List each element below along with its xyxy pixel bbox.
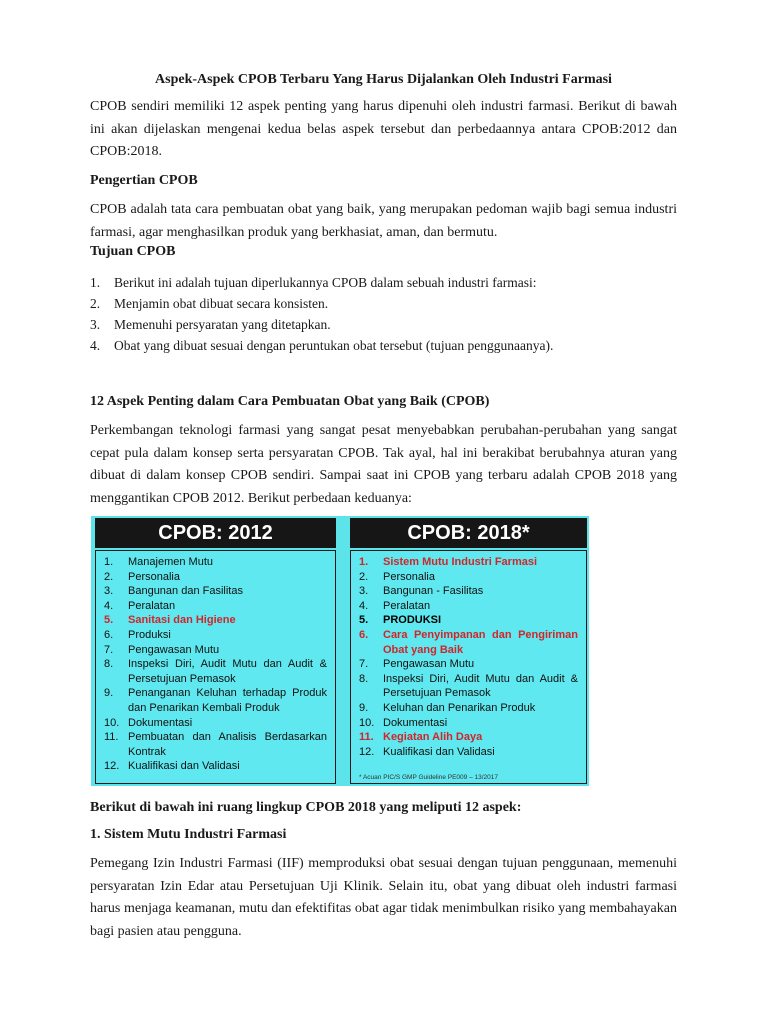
tujuan-list: [90, 272, 677, 356]
list-item: 10. Dokumentasi: [359, 716, 448, 729]
list-item: 5. PRODUKSI: [359, 614, 442, 627]
cpob-2018-footnote: * Acuan PIC/S GMP Guideline PE009 – 13/2017: [359, 774, 498, 781]
list-item: 2. Personalia: [104, 570, 180, 583]
aspek-paragraph: Perkembangan teknologi farmasi yang sangat pesat menyebabkan perubahan-perubahan yang sangat cepat pula dalam konsep serta persyaratan CPOB. Tak ayal, hal ini berakibat berubahnya aturan yang dibuat di dalam konsep CPOB sendiri. Sampai saat ini CPOB yang terbaru adalah CPOB 2018 yang menggantikan CPOB 2012. Berikut perbedaan keduanya:: [90, 423, 677, 506]
list-item: 10. Dokumentasi: [104, 716, 193, 729]
cpob-2018-list: [351, 551, 586, 759]
tujuan-heading: Tujuan CPOB: [90, 244, 176, 259]
list-item: 12. Kualifikasi dan Validasi: [359, 745, 495, 758]
cpob-2018-panel: [350, 518, 587, 784]
list-item: 5. Sanitasi dan Higiene: [104, 614, 236, 627]
intro-paragraph: CPOB sendiri memiliki 12 aspek penting yang harus dipenuhi oleh industri farmasi. Berikut di bawah ini akan dijelaskan mengenai kedua belas aspek tersebut dan perbedaannya antara CPOB:2012 dan CPOB:2018.: [90, 99, 677, 159]
list-item: 4. Obat yang dibuat sesuai dengan peruntukan obat tersebut (tujuan penggunaanya).: [90, 338, 554, 353]
pengertian-paragraph: CPOB adalah tata cara pembuatan obat yang baik, yang merupakan pedoman wajib bagi semua industri farmasi, agar menghasilkan produk yang berkhasiat, aman, dan bermutu.: [90, 202, 677, 240]
list-item: 6. Produksi: [104, 628, 171, 641]
cpob-2012-list: [96, 551, 335, 774]
section1-heading: 1. Sistem Mutu Industri Farmasi: [90, 827, 287, 842]
list-item: 7. Pengawasan Mutu: [104, 643, 220, 656]
document-title: Aspek-Aspek CPOB Terbaru Yang Harus Dijalankan Oleh Industri Farmasi: [155, 72, 612, 87]
list-item: 2. Menjamin obat dibuat secara konsisten.: [90, 296, 329, 311]
list-item: 7. Pengawasan Mutu: [359, 658, 475, 671]
list-item: 8. Inspeksi Diri, Audit Mutu dan Audit & Persetujuan Pemasok: [359, 672, 578, 700]
list-item: 2. Personalia: [359, 570, 435, 583]
list-item: 1. Manajemen Mutu: [104, 556, 213, 568]
pengertian-heading: Pengertian CPOB: [90, 173, 198, 188]
section1-paragraph: Pemegang Izin Industri Farmasi (IIF) memproduksi obat sesuai dengan tujuan penggunaan, memenuhi persyaratan Izin Edar atau Persetujuan Uji Klinik. Selain itu, obat yang dibuat oleh industri farmasi harus menjaga keamanan, mutu dan efektifitas obat agar tidak menimbulkan risiko yang membahayakan bagi pasien atau pengguna.: [90, 856, 677, 939]
list-item: 8. Inspeksi Diri, Audit Mutu dan Audit & Persetujuan Pemasok: [104, 658, 327, 685]
list-item: 3. Memenuhi persyaratan yang ditetapkan.: [90, 317, 331, 332]
list-item: 4. Peralatan: [104, 599, 176, 612]
list-item: 1. Berikut ini adalah tujuan diperlukannya CPOB dalam sebuah industri farmasi:: [90, 275, 537, 290]
list-item: 4. Peralatan: [359, 599, 431, 612]
cpob-2012-title: CPOB: 2012: [95, 518, 336, 548]
list-item: 9. Penanganan Keluhan terhadap Produk dan Penarikan Kembali Produk: [104, 687, 327, 714]
list-item: 12. Kualifikasi dan Validasi: [104, 760, 240, 773]
cpob-2018-title: CPOB: 2018*: [350, 518, 587, 548]
list-item: 9. Keluhan dan Penarikan Produk: [359, 701, 536, 714]
cpob-2012-panel: [95, 518, 336, 784]
list-item: 11. Kegiatan Alih Daya: [359, 731, 483, 744]
list-item: 3. Bangunan - Fasilitas: [359, 585, 484, 598]
cpob-comparison-table: [91, 516, 589, 786]
list-item: 11. Pembuatan dan Analisis Berdasarkan Kontrak: [104, 731, 327, 758]
aspek-heading: 12 Aspek Penting dalam Cara Pembuatan Obat yang Baik (CPOB): [90, 394, 490, 409]
lingkup-heading: Berikut di bawah ini ruang lingkup CPOB 2018 yang meliputi 12 aspek:: [90, 800, 522, 815]
list-item: 3. Bangunan dan Fasilitas: [104, 585, 243, 598]
list-item: 1. Sistem Mutu Industri Farmasi: [359, 556, 538, 568]
list-item: 6. Cara Penyimpanan dan Pengiriman Obat yang Baik: [359, 628, 578, 656]
